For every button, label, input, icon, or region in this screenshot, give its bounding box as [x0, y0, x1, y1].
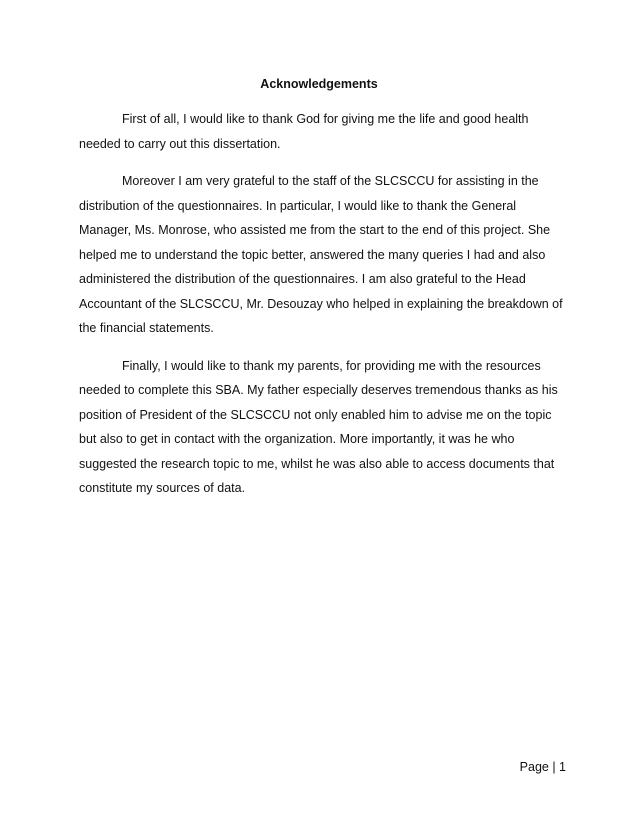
paragraph-1: First of all, I would like to thank God for giving me the life and good health needed to carry out this dissertation.	[79, 112, 529, 151]
page-title: Acknowledgements	[260, 77, 378, 91]
paragraph-3: Finally, I would like to thank my parents, for providing me with the resources needed to complete this SBA. My father especially deserves tremendous thanks as his position of President of the SLCSCCU not only enabled him to advise me on the topic but also to get in contact with the organization. More importantly, it was he who suggested the research topic to me, whilst he was also able to access documents that constitute my sources of data.	[79, 358, 558, 495]
page-number: Page | 1	[519, 760, 566, 774]
paragraph-2: Moreover I am very grateful to the staff of the SLCSCCU for assisting in the distribution of the questionnaires. In particular, I would like to thank the General Manager, Ms. Monrose, who assisted me from the start to the end of this project. She helped me to understand the topic better, answered the many queries I had and also administered the distribution of the questionnaires. I am also grateful to the Head Accountant of the SLCSCCU, Mr. Desouzay who helped in explaining the breakdown of the financial statements.	[79, 174, 563, 335]
document-body	[79, 107, 563, 514]
